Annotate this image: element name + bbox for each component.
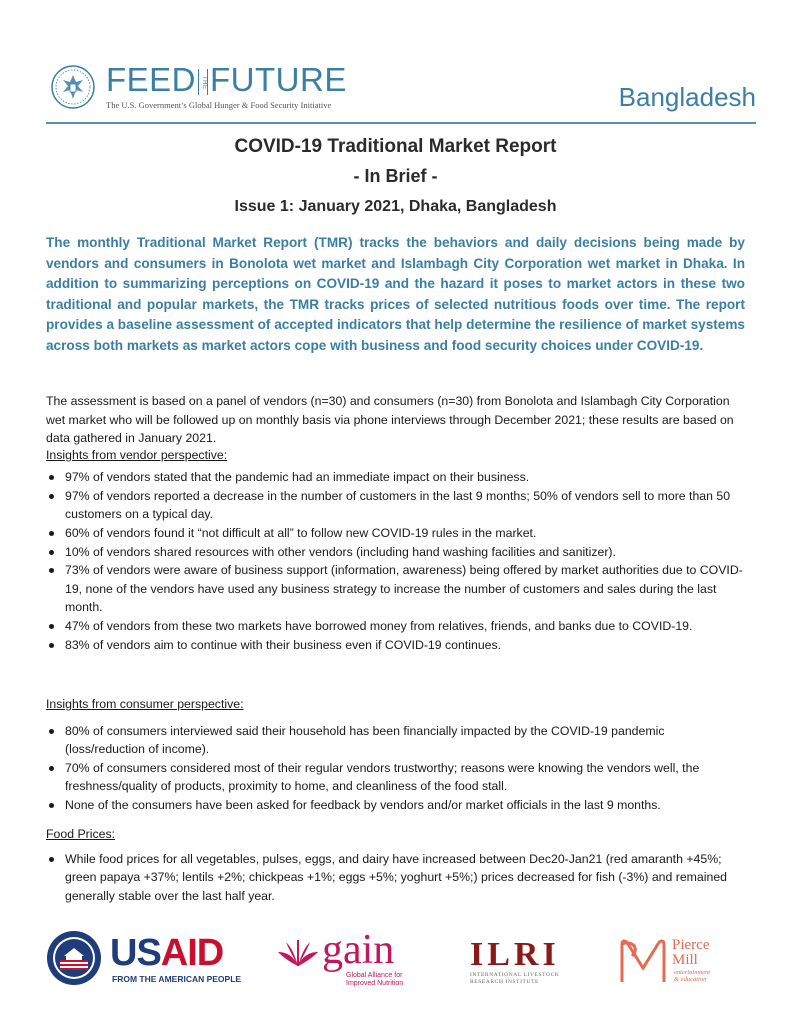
list-item: 10% of vendors shared resources with other vendors (including hand washing facilities and sanitizer). xyxy=(46,543,745,561)
bullet-icon xyxy=(49,729,54,734)
list-item: 97% of vendors stated that the pandemic had an immediate impact on their business. xyxy=(46,468,745,486)
bullet-icon xyxy=(49,803,54,808)
pierce-mill-mark-icon xyxy=(618,938,668,984)
food-prices-heading: Food Prices: xyxy=(46,827,116,841)
list-item: None of the consumers have been asked for feedback by vendors and/or market officials in the last 9 months. xyxy=(46,796,745,814)
ilri-wordmark: ILRI xyxy=(470,936,560,973)
usaid-seal-icon xyxy=(46,930,102,986)
bullet-icon xyxy=(49,643,54,648)
pierce-mill-wordmark: Pierce Mill xyxy=(672,937,710,968)
usaid-logo xyxy=(46,930,296,990)
country-label: Bangladesh xyxy=(618,82,756,112)
consumer-insights-list xyxy=(46,722,745,815)
ilri-tagline: INTERNATIONAL LIVESTOCK RESEARCH INSTITUTE xyxy=(470,972,560,985)
usaid-wordmark: USAID xyxy=(110,932,224,974)
bullet-icon xyxy=(49,475,54,480)
assessment-paragraph: The assessment is based on a panel of vendors (n=30) and consumers (n=30) from Bonolota and Islambagh City Corporation wet market who will be followed up on monthly basis via phone interviews through December 2021; these results are based on data gathered in January 2021. xyxy=(46,394,734,445)
bullet-icon xyxy=(49,531,54,536)
issue-line: Issue 1: January 2021, Dhaka, Bangladesh xyxy=(234,198,557,215)
list-item: 97% of vendors reported a decrease in the number of customers in the last 9 months; 50% of vendors sell to more than 50 customers on a typical day. xyxy=(46,487,745,524)
feed-the-future-wordmark: FEED THEFUTURE xyxy=(106,61,347,98)
pierce-mill-logo xyxy=(618,938,758,988)
bullet-icon xyxy=(49,494,54,499)
gain-leaves-icon xyxy=(276,938,320,968)
bullet-icon xyxy=(49,857,54,862)
pierce-mill-tagline: entertainment & education xyxy=(674,969,711,983)
vendor-section-heading: Insights from vendor perspective: xyxy=(46,448,228,462)
partner-logos xyxy=(40,928,760,992)
us-government-seal-icon xyxy=(50,64,96,110)
list-item: 73% of vendors were aware of business support (information, awareness) being offered by market authorities due to COVID-19, none of the vendors have used any business strategy to increase the number of customers and sales during the last month. xyxy=(46,561,745,616)
list-item: 60% of vendors found it “not difficult at all” to follow new COVID-19 rules in the market. xyxy=(46,524,745,542)
list-item: While food prices for all vegetables, pulses, eggs, and dairy have increased between Dec20-Jan21 (red amaranth +45%; green papaya +37%; lentils +2%; chickpeas +1%; eggs +5%; yoghurt +5%;) prices decreased for fish (-3%) and remained generally stable over the last half year. xyxy=(46,850,745,905)
ilri-logo xyxy=(470,938,570,988)
list-item: 47% of vendors from these two markets have borrowed money from relatives, friends, and banks due to COVID-19. xyxy=(46,617,745,635)
feed-the-future-logo xyxy=(50,62,350,116)
bullet-icon xyxy=(49,766,54,771)
consumer-section-heading: Insights from consumer perspective: xyxy=(46,697,244,711)
usaid-tagline: FROM THE AMERICAN PEOPLE xyxy=(112,974,242,984)
vendor-insights-list xyxy=(46,468,745,654)
feed-the-future-tagline: The U.S. Government’s Global Hunger & Food Security Initiative xyxy=(106,100,332,110)
gain-wordmark: gain xyxy=(322,927,395,973)
bullet-icon xyxy=(49,624,54,629)
list-item: 80% of consumers interviewed said their household has been financially impacted by the COVID-19 pandemic (loss/reduction of income). xyxy=(46,722,745,759)
report-header xyxy=(46,62,756,122)
header-divider xyxy=(46,122,756,124)
list-item: 70% of consumers considered most of their regular vendors trustworthy; reasons were knowing the vendors well, the freshness/quality of products, proximity to home, and cleanliness of the food stall. xyxy=(46,759,745,796)
intro-summary: The monthly Traditional Market Report (TMR) tracks the behaviors and daily decisions being made by vendors and consumers in Bonolota wet market and Islambagh City Corporation wet market in Dhaka. In addition to summarizing perceptions on COVID-19 and the hazard it poses to market actors in these two traditional and popular markets, the TMR tracks prices of selected nutritious foods over time. The report provides a baseline assessment of accepted indicators that help determine the resilience of market systems across both markets as market actors cope with business and food security choices under COVID-19. xyxy=(46,235,745,353)
gain-tagline: Global Alliance for Improved Nutrition xyxy=(346,972,404,987)
report-subtitle: - In Brief - xyxy=(353,166,438,186)
list-item: 83% of vendors aim to continue with their business even if COVID-19 continues. xyxy=(46,636,745,654)
gain-logo xyxy=(276,927,436,992)
bullet-icon xyxy=(49,550,54,555)
report-title: COVID-19 Traditional Market Report xyxy=(234,136,557,157)
food-prices-list xyxy=(46,850,745,905)
bullet-icon xyxy=(49,568,54,573)
